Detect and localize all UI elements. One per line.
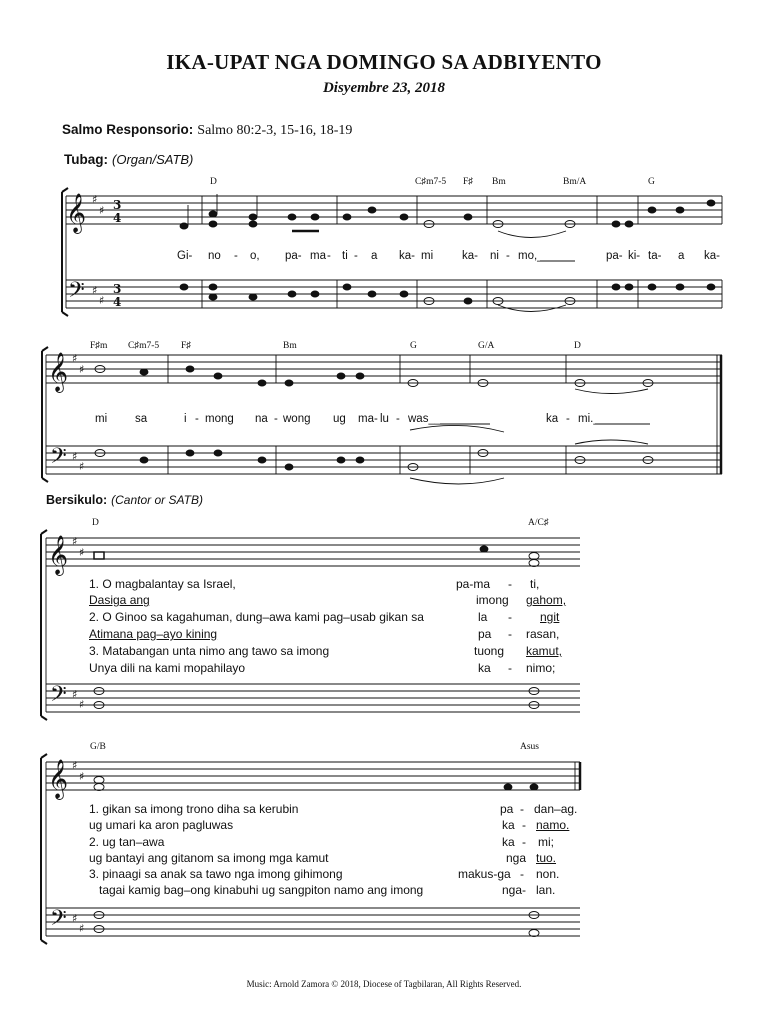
lyric: - [566, 413, 570, 425]
system4-bass-staff [46, 908, 580, 936]
chord: C♯m7-5 [415, 177, 447, 187]
treble-clef-icon: 𝄞 [48, 759, 69, 799]
lyric: pa- [606, 250, 623, 262]
lyric: mo,_____ [518, 250, 570, 262]
lyric: - [234, 250, 238, 262]
sharp-icon: ♯ [79, 770, 85, 783]
verse-end: tuo. [536, 851, 557, 865]
lyric: wong [283, 413, 311, 425]
system2-treble-staff [46, 355, 722, 383]
lyric: ni [490, 250, 499, 262]
clefs [48, 193, 86, 936]
bass-clef-icon: 𝄢 [50, 682, 67, 712]
sharp-icon: ♯ [79, 460, 85, 473]
lyric: i [184, 413, 187, 425]
lyric: ti [342, 250, 348, 262]
lyric: mi [421, 250, 434, 262]
lyric: - [396, 413, 400, 425]
verse-end: - [522, 835, 526, 849]
lyric: pa- [285, 250, 302, 262]
verse-line: tagai kamig bag–ong kinabuhi ug sangpiton namo ang imong [99, 883, 424, 897]
verse-end: - [522, 818, 526, 832]
lyric: a [678, 250, 685, 262]
page-date: Disyembre 23, 2018 [322, 80, 446, 96]
psalm-reference: Salmo 80:2-3, 15-16, 18-19 [197, 123, 353, 138]
lyric: ka- [399, 250, 415, 262]
sharp-icon: ♯ [79, 698, 85, 711]
lyric: - [195, 413, 199, 425]
verse-instrumentation: (Cantor or SATB) [111, 493, 203, 507]
chord: Asus [520, 742, 540, 752]
verse-line: ug umari ka aron pagluwas [89, 818, 234, 832]
verse-end: non. [536, 867, 560, 881]
system1-treble-staff [66, 196, 722, 224]
lyric: - [274, 413, 278, 425]
sharp-icon: ♯ [72, 912, 78, 925]
treble-clef-icon: 𝄞 [48, 352, 69, 392]
verse-end: ti, [530, 577, 540, 591]
verse-line: 2. ug tan–awa [89, 835, 165, 849]
lyric: mong [205, 413, 234, 425]
chord: G/B [90, 742, 106, 752]
sharp-icon: ♯ [72, 688, 78, 701]
lyric: - [327, 250, 331, 262]
verse-end: pa [500, 802, 514, 816]
sharp-icon: ♯ [92, 193, 98, 206]
svg-text:3: 3 [113, 282, 122, 296]
lyric: sa [135, 413, 148, 425]
verse-line: 1. O magbalantay sa Israel, [89, 577, 236, 591]
lyric: ug [333, 413, 346, 425]
chord: D [210, 177, 217, 187]
chord: G [410, 341, 417, 351]
sharp-icon: ♯ [79, 922, 85, 935]
sharp-icon: ♯ [72, 352, 78, 365]
verse-end: - [508, 610, 512, 624]
lyric: Gi- [177, 250, 193, 262]
system3-bass-staff [46, 684, 580, 712]
system3-treble-staff [46, 538, 580, 566]
system4-treble-staff [46, 762, 580, 790]
chord: D [574, 341, 581, 351]
verse-line: 3. Matabangan unta nimo ang tawo sa imong [89, 644, 330, 658]
verse-end: imong [476, 593, 509, 607]
verse-end: la [478, 610, 488, 624]
verse-end: kamut, [526, 644, 563, 658]
lyric: ta- [648, 250, 662, 262]
verse-end: - [508, 661, 512, 675]
verse-end: ka [502, 818, 515, 832]
verse-end: ka [478, 661, 491, 675]
verse-end: gahom, [526, 593, 567, 607]
bass-clef-icon: 𝄢 [50, 906, 67, 936]
lyric: ki- [628, 250, 641, 262]
lyric: na [255, 413, 268, 425]
sharp-icon: ♯ [72, 759, 78, 772]
treble-clef-icon: 𝄞 [66, 193, 87, 233]
sharp-icon: ♯ [79, 546, 85, 559]
chord: G/A [478, 341, 495, 351]
chord: A/C♯ [528, 518, 549, 528]
time-signatures [113, 198, 121, 309]
lyric: - [354, 250, 358, 262]
chord: Bm [283, 341, 297, 351]
verse-label: Bersikulo: [46, 493, 108, 507]
sharp-icon: ♯ [72, 535, 78, 548]
verse-line: 2. O Ginoo sa kagahuman, dung–awa kami pag–usab gikan sa [89, 610, 424, 624]
page-title: IKA-UPAT NGA DOMINGO SA ADBIYENTO [166, 50, 602, 74]
verse-end: ka [502, 835, 515, 849]
chord: C♯m7-5 [128, 341, 160, 351]
lyric: ka [546, 413, 559, 425]
verse-end: - [520, 867, 524, 881]
chord: D [92, 518, 99, 528]
lyric: was________ [408, 413, 480, 425]
treble-clef-icon: 𝄞 [48, 535, 69, 575]
verse-end: ngit [540, 610, 560, 624]
lyric: o, [250, 250, 260, 262]
chord: Bm [492, 177, 506, 187]
verse-line: Atimana pag–ayo kining [89, 627, 218, 641]
verse-line: ug bantayi ang gitanom sa imong mga kamut [89, 851, 329, 865]
svg-text:3: 3 [113, 198, 122, 212]
chord: F♯m [90, 341, 108, 351]
verse-end: mi; [538, 835, 554, 849]
sharp-icon: ♯ [99, 294, 105, 307]
verse-end: dan–ag. [534, 802, 578, 816]
verse-end: pa [478, 627, 492, 641]
system1-barlines [66, 196, 722, 308]
verse-end: - [522, 883, 526, 897]
lyric: - [506, 250, 510, 262]
verse-line: 1. gikan sa imong trono diha sa kerubin [89, 802, 299, 816]
lyric: a [371, 250, 378, 262]
sharp-icon: ♯ [99, 204, 105, 217]
noteheads [94, 194, 715, 937]
verse-end: nimo; [526, 661, 556, 675]
verse-end: tuong [474, 644, 505, 658]
lyric: no [208, 250, 221, 262]
bass-clef-icon: 𝄢 [50, 444, 67, 474]
lyric: ka- [704, 250, 720, 262]
response-instrumentation: (Organ/SATB) [112, 152, 194, 167]
svg-text:4: 4 [113, 295, 122, 309]
bass-clef-icon: 𝄢 [68, 278, 85, 308]
verse-end: namo. [536, 818, 570, 832]
verse-end: - [508, 627, 512, 641]
verse-end: makus-ga [458, 867, 511, 881]
lyric: mi [95, 413, 108, 425]
lyric: mi.________ [578, 413, 645, 425]
lyric: ka- [462, 250, 478, 262]
lyric: ma- [358, 413, 378, 425]
verse-end: - [508, 577, 512, 591]
sharp-icon: ♯ [79, 363, 85, 376]
verse-end: - [520, 802, 524, 816]
verse-end: nga [506, 851, 527, 865]
copyright-footer: Music: Arnold Zamora © 2018, Diocese of Tagbilaran, All Rights Reserved. [246, 979, 522, 989]
chord: Bm/A [563, 177, 587, 187]
verse-end: rasan, [526, 627, 560, 641]
lyric: ma [310, 250, 326, 262]
verse-line: Unya dili na kami mopahilayo [89, 661, 246, 675]
verse-line: Dasiga ang [89, 593, 150, 607]
chord: F♯ [181, 341, 192, 351]
sharp-icon: ♯ [92, 284, 98, 297]
response-label: Tubag: [64, 152, 108, 167]
lyric: lu [380, 413, 389, 425]
verse-end: nga [502, 883, 523, 897]
verse-line: 3. pinaagi sa anak sa tawo nga imong gihimong [89, 867, 343, 881]
chord: F♯ [463, 177, 474, 187]
chord: G [648, 177, 655, 187]
sharp-icon: ♯ [72, 450, 78, 463]
system1-bass-staff [66, 280, 722, 308]
psalm-label: Salmo Responsorio: [62, 122, 194, 137]
verse-end: pa-ma [456, 577, 491, 591]
svg-text:4: 4 [113, 211, 122, 225]
verse-end: lan. [536, 883, 556, 897]
